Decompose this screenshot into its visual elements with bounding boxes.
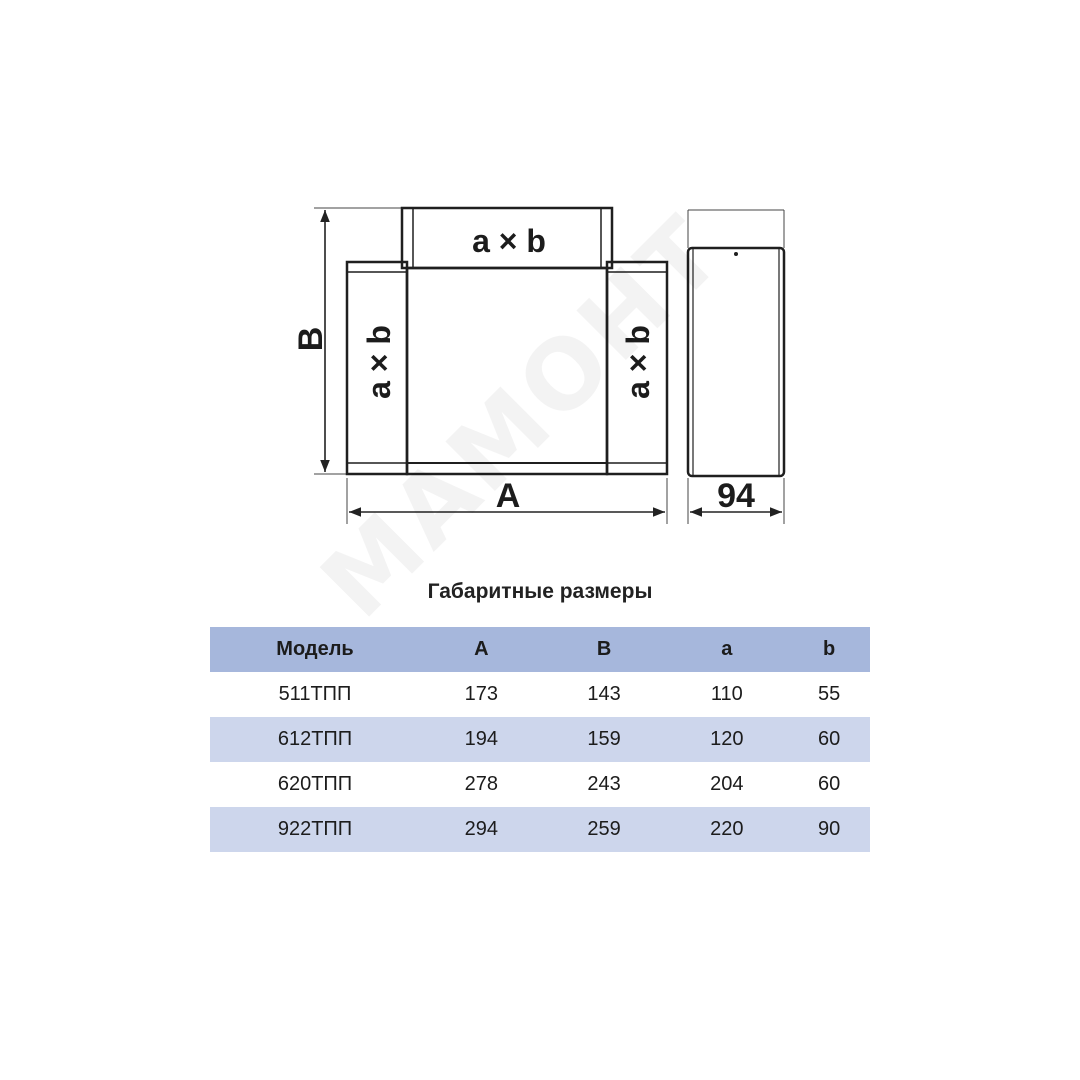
dim-b-label: B [292, 326, 330, 352]
cell: 220 [710, 818, 744, 840]
dimensions-table [210, 627, 870, 852]
label-right-branch: a × b [620, 325, 656, 399]
table-row [210, 762, 870, 807]
header-a-lower: a [721, 638, 733, 660]
cell-model: 612ТПП [277, 728, 353, 750]
dim-94-label: 94 [717, 477, 755, 515]
table-row [210, 807, 870, 852]
table-header-row [210, 627, 870, 672]
cell-model: 922ТПП [277, 818, 353, 840]
cell: 60 [817, 728, 841, 750]
cell: 294 [464, 818, 499, 840]
cell: 243 [587, 773, 621, 795]
cell: 159 [587, 728, 621, 750]
cell: 55 [817, 683, 841, 705]
cell: 278 [464, 773, 499, 795]
side-view [688, 248, 784, 476]
cell: 110 [710, 683, 743, 705]
header-a-upper: A [474, 638, 489, 660]
label-left-branch: a × b [361, 325, 397, 399]
cell: 204 [710, 773, 744, 795]
cell: 120 [710, 728, 744, 750]
header-b-upper: B [596, 638, 612, 660]
cell: 90 [817, 818, 841, 840]
cell: 194 [464, 728, 499, 750]
cell-model: 620ТПП [277, 773, 353, 795]
table-title: Габаритные размеры [427, 580, 653, 603]
cell: 60 [817, 773, 841, 795]
table-row [210, 672, 870, 717]
cell: 259 [587, 818, 621, 840]
dim-a-label: A [495, 477, 521, 515]
label-top-branch: a × b [472, 223, 546, 259]
cell: 173 [464, 683, 499, 705]
header-model: Модель [276, 638, 354, 660]
table-row [210, 717, 870, 762]
header-b-lower: b [822, 638, 836, 660]
cell-model: 511ТПП [278, 683, 352, 705]
cell: 143 [587, 683, 621, 705]
